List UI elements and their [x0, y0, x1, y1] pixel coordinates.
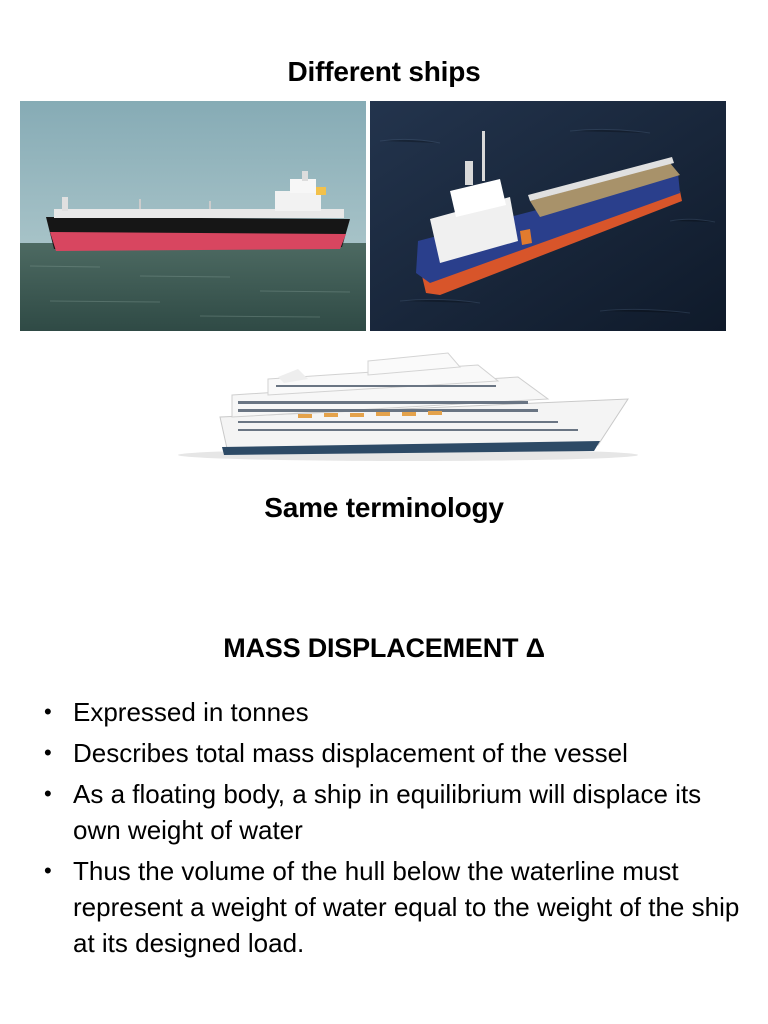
bullet-item: [40, 735, 740, 771]
bullet-text: As a floating body, a ship in equilibrium will displace its own weight of water: [73, 779, 702, 845]
bullet-dot-icon: •: [44, 699, 52, 724]
bullet-text: Thus the volume of the hull below the waterline must represent a weight of water equal to the weight of the ship at its designed load.: [73, 856, 740, 958]
bullet-item: [40, 694, 740, 730]
supply-vessel-photo: [370, 101, 726, 331]
slide-title-mass-displacement: MASS DISPLACEMENT Δ: [223, 633, 545, 663]
bullet-dot-icon: •: [44, 781, 52, 806]
bullet-text: Describes total mass displacement of the vessel: [73, 738, 628, 768]
bullet-text: Expressed in tonnes: [73, 697, 309, 727]
bullet-list: [40, 694, 740, 966]
bullet-dot-icon: •: [44, 858, 52, 883]
bullet-dot-icon: •: [44, 740, 52, 765]
bullet-item: [40, 776, 740, 848]
slide-title-same-terminology: Same terminology: [264, 492, 504, 523]
cruise-ship-photo: [148, 335, 660, 493]
bullet-item: [40, 853, 740, 961]
tanker-ship-photo: [20, 101, 366, 331]
slide-title-different-ships: Different ships: [287, 56, 481, 87]
